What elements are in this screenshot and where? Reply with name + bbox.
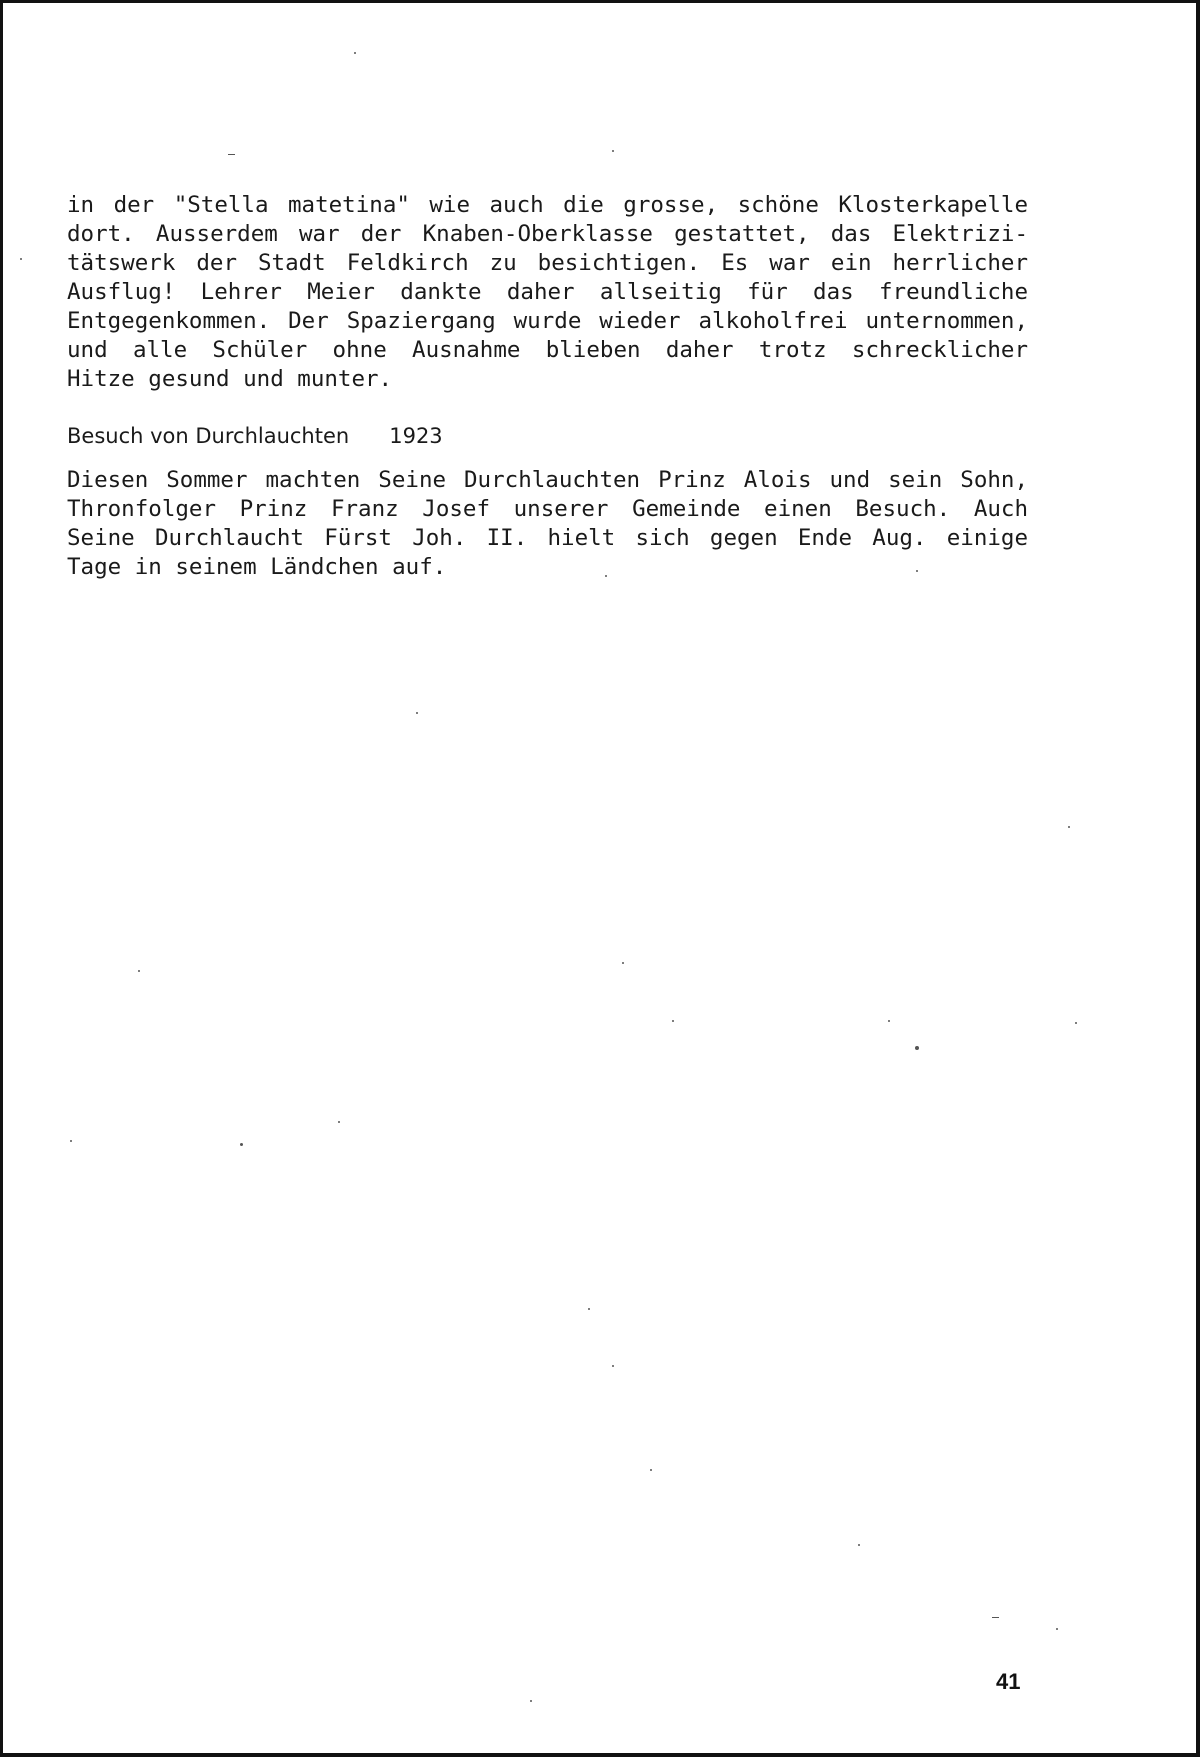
scan-speck [612, 150, 614, 152]
scan-speck [650, 1469, 652, 1471]
scan-speck [70, 1140, 72, 1142]
scan-speck [20, 258, 22, 260]
scan-speck [1068, 826, 1070, 828]
text-line: und alle Schüler ohne Ausnahme blieben daher trotz schrecklicher [67, 337, 1028, 363]
text-line: Diesen Sommer machten Seine Durchlauchten Prinz Alois und sein Sohn, [67, 467, 1028, 493]
scan-speck [1056, 1628, 1058, 1630]
text-line: Entgegenkommen. Der Spaziergang wurde wieder alkoholfrei unternommen, [67, 308, 1028, 334]
scan-speck [338, 1121, 340, 1123]
scan-speck [530, 1700, 532, 1702]
text-line: Tage in seinem Ländchen auf. [67, 554, 447, 580]
text-line: Thronfolger Prinz Franz Josef unserer Gemeinde einen Besuch. Auch [67, 496, 1028, 522]
paragraph-visit [67, 466, 1028, 582]
scan-speck [622, 962, 624, 964]
section-heading [67, 422, 443, 451]
page-number: 41 [996, 1669, 1021, 1694]
section-title: Besuch von Durchlauchten [67, 424, 350, 448]
scan-speck [240, 1143, 243, 1146]
scan-speck [992, 1617, 999, 1618]
scan-speck [612, 1365, 614, 1367]
scan-speck [888, 1020, 890, 1022]
scan-speck [672, 1020, 674, 1022]
scan-speck [858, 1544, 860, 1546]
scan-speck [228, 154, 235, 155]
paragraph-excursion [67, 191, 1028, 394]
scan-speck [915, 1046, 919, 1050]
text-line: tätswerk der Stadt Feldkirch zu besichtigen. Es war ein herrlicher [67, 250, 1028, 276]
scan-speck [416, 712, 418, 714]
scan-speck [138, 970, 140, 972]
text-line: dort. Ausserdem war der Knaben-Oberklasse gestattet, das Elektrizi- [67, 221, 1028, 247]
text-line: Ausflug! Lehrer Meier dankte daher allseitig für das freundliche [67, 279, 1028, 305]
text-line: Hitze gesund und munter. [67, 366, 393, 392]
scan-speck [588, 1308, 590, 1310]
scan-speck [605, 575, 607, 577]
scan-speck [916, 570, 918, 572]
text-line: Seine Durchlaucht Fürst Joh. II. hielt sich gegen Ende Aug. einige [67, 525, 1028, 551]
scan-speck [1075, 1022, 1077, 1024]
text-line: in der "Stella matetina" wie auch die grosse, schöne Klosterkapelle [67, 192, 1028, 218]
scan-speck [354, 52, 356, 54]
section-year: 1923 [389, 424, 443, 448]
